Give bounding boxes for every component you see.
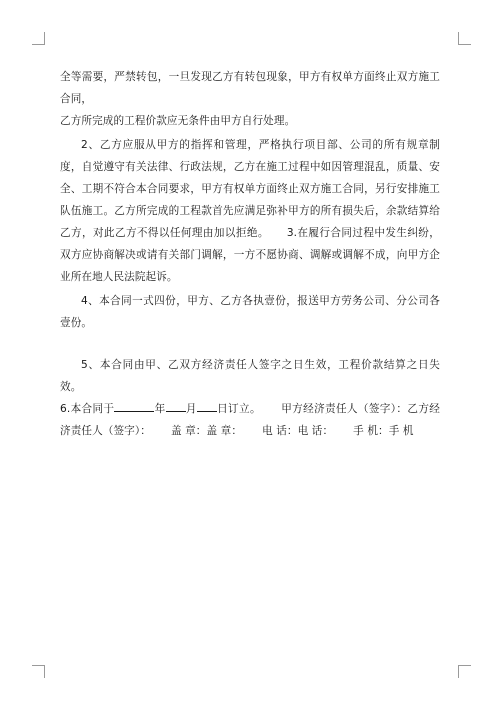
paragraph-intro-line-2: 乙方所完成的工程价款应无条件由甲方自行处理。 bbox=[60, 115, 296, 127]
paragraph-intro-line-1: 全等需要，严禁转包，一旦发现乙方有转包现象，甲方有权单方面终止双方施工合同， bbox=[60, 71, 440, 105]
signing-date-prefix: 6.本合同于 bbox=[60, 403, 115, 415]
party-a-signature-label: 甲方经济责任人（签字）： bbox=[280, 403, 408, 415]
crop-mark-bottom-right bbox=[458, 665, 471, 678]
party-b-signature-label: 乙方经济责任人（签字）： bbox=[60, 403, 440, 437]
phone-label: 电 话：电 话： bbox=[262, 425, 334, 437]
crop-mark-bottom-left bbox=[32, 665, 45, 678]
paragraph-5: 5、本合同由甲、乙双方经济责任人签字之日生效，工程价款结算之日失效。 bbox=[60, 359, 440, 393]
month-label: 月 bbox=[185, 403, 197, 415]
seal-label: 盖 章：盖 章： bbox=[170, 425, 243, 437]
paragraph-6 bbox=[60, 398, 440, 442]
month-blank bbox=[166, 399, 186, 412]
year-label: 年 bbox=[154, 403, 166, 415]
crop-mark-top-left bbox=[32, 32, 45, 45]
document-body bbox=[60, 66, 440, 442]
paragraph-2-text: 2、乙方应服从甲方的指挥和管理，严格执行项目部、公司的所有规章制度，自觉遵守有关法律、行政法规，乙方在施工过程中如因管理混乱，质量、安全、工期不符合本合同要求，甲方有权单方面终止双方施工合同，另行安排施工队伍施工。乙方所完成的工程款首先应满足弥补甲方的所有损失后，余款结算给乙方，对此乙方不得以任何理由加以拒绝。 bbox=[60, 139, 440, 239]
mobile-label: 手 机：手 机 bbox=[353, 425, 414, 437]
day-label: 日订立。 bbox=[216, 403, 261, 415]
paragraph-3-text: 3.在履行合同过程中发生纠纷，双方应协商解决或请有关部门调解，一方不愿协商、调解或调解不成，向甲方企业所在地人民法院起诉。 bbox=[60, 227, 440, 283]
day-blank bbox=[197, 399, 217, 412]
year-blank bbox=[114, 399, 154, 412]
paragraph-4: 4、本合同一式四份，甲方、乙方各执壹份，报送甲方劳务公司、分公司各壹份。 bbox=[60, 295, 440, 329]
paragraph-2 bbox=[60, 134, 440, 288]
crop-mark-top-right bbox=[458, 32, 471, 45]
